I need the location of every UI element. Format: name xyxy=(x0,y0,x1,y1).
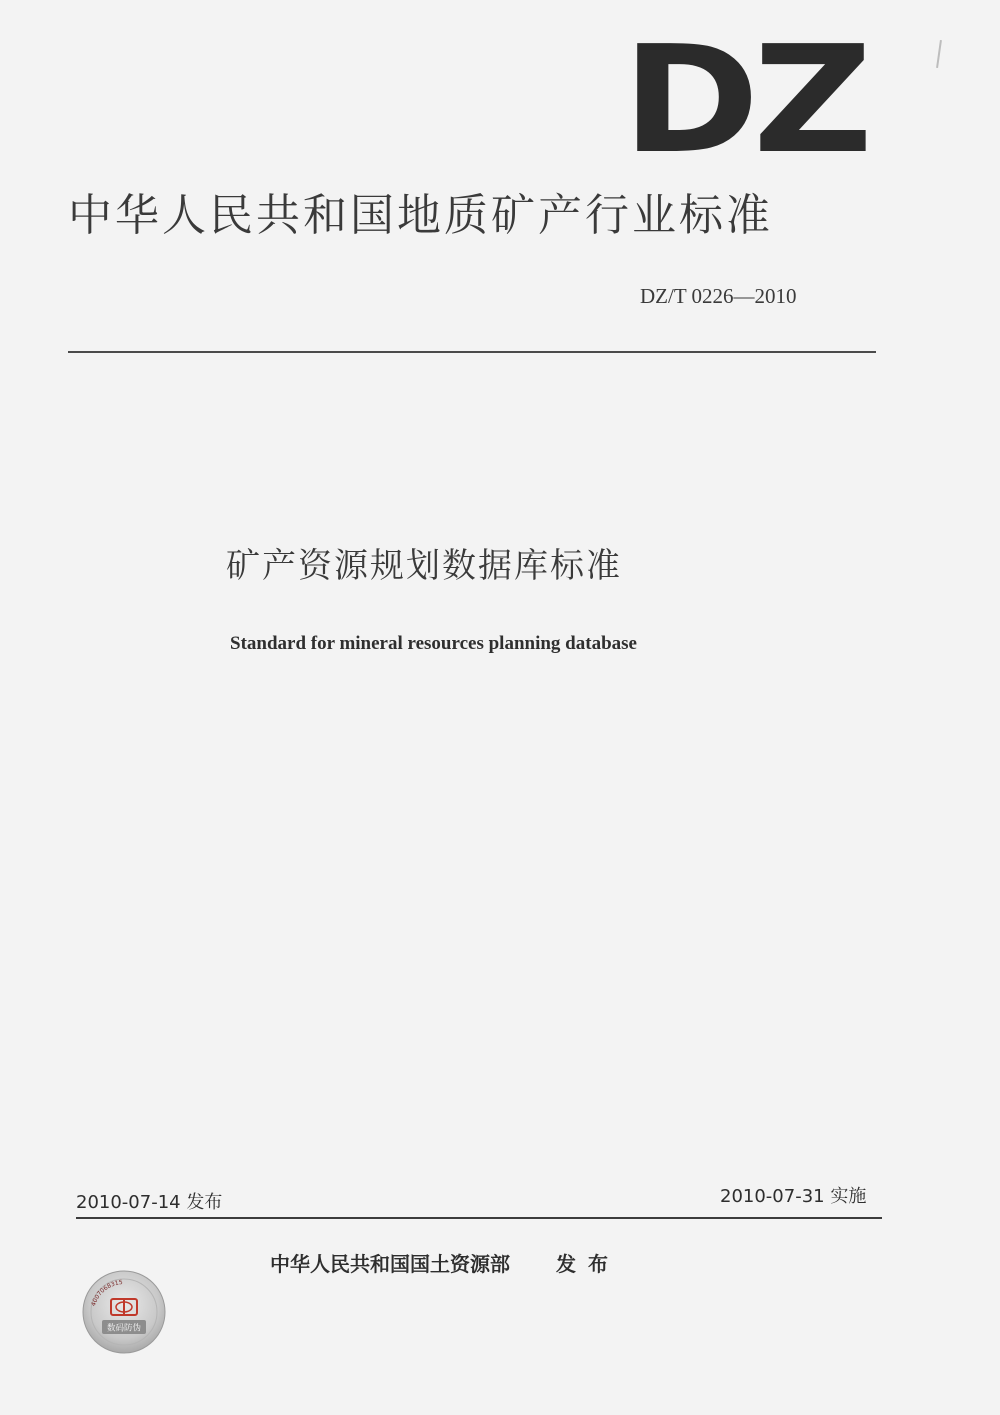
scan-edge-mark xyxy=(936,40,942,68)
anti-counterfeit-seal xyxy=(82,1270,166,1354)
issue-label: 发布 xyxy=(556,1252,620,1276)
header-divider xyxy=(68,351,876,353)
document-title-en: Standard for mineral resources planning database xyxy=(230,633,637,654)
seal-ring-text: 4007068315 xyxy=(90,1278,124,1308)
seal-label: 数码防伪 xyxy=(106,1323,142,1334)
publisher-line xyxy=(270,1248,620,1280)
standard-number: DZ/T 0226—2010 xyxy=(640,284,797,308)
issuer-name: 中华人民共和国国土资源部 xyxy=(270,1252,510,1276)
implementation-date: 2010-07-31 实施 xyxy=(720,1186,867,1207)
industry-standard-title: 中华人民共和国地质矿产行业标准 xyxy=(68,190,773,241)
standard-logo: DZ xyxy=(622,14,867,186)
document-title-cn: 矿产资源规划数据库标准 xyxy=(226,546,622,586)
seal-icon xyxy=(82,1270,166,1354)
footer-divider xyxy=(76,1217,882,1219)
issue-date: 2010-07-14 发布 xyxy=(76,1192,223,1213)
